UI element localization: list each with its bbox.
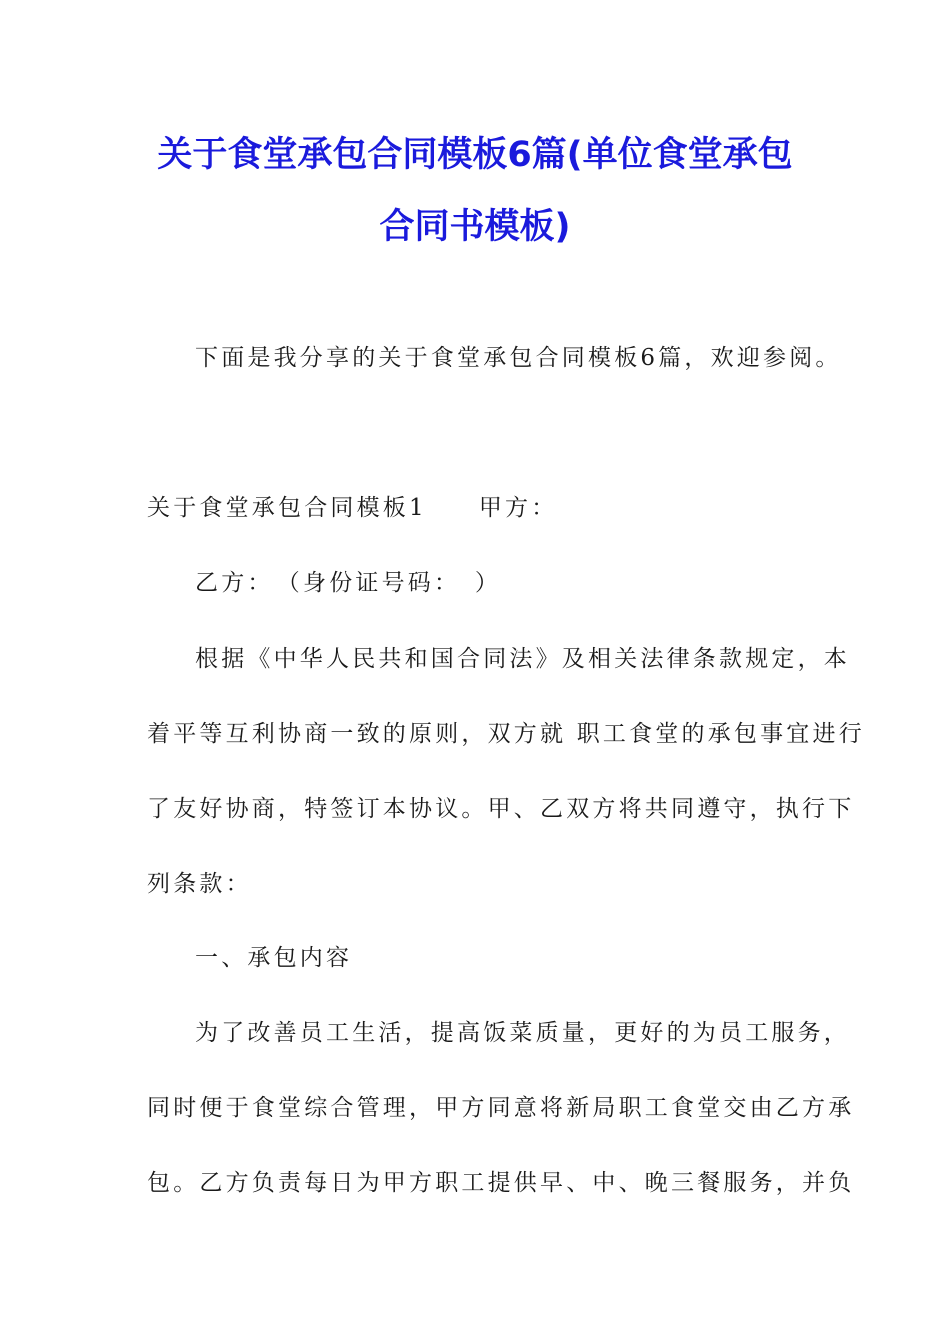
clause-heading: 一、承包内容 — [195, 945, 353, 971]
clause-line-3: 包。乙方负责每日为甲方职工提供早、中、晚三餐服务，并负 — [147, 1170, 855, 1196]
body-line-4: 列条款： — [147, 871, 252, 897]
clause-line-1: 为了改善员工生活，提高饭菜质量，更好的为员工服务， — [195, 1020, 850, 1046]
body-line-2: 着平等互利协商一致的原则，双方就 职工食堂的承包事宜进行 — [147, 721, 865, 747]
section-heading: 关于食堂承包合同模板1 — [147, 495, 427, 521]
party-a-label: 甲方： — [478, 495, 558, 521]
document-title-line-1: 关于食堂承包合同模板6篇(单位食堂承包 — [157, 135, 793, 175]
body-line-3: 了友好协商，特签订本协议。甲、乙双方将共同遵守，执行下 — [147, 796, 855, 822]
body-line-1: 根据《中华人民共和国合同法》及相关法律条款规定，本 — [195, 646, 850, 672]
party-b-label: 乙方： （身份证号码： ） — [195, 570, 502, 596]
document-title-line-2: 合同书模板) — [379, 207, 571, 247]
clause-line-2: 同时便于食堂综合管理，甲方同意将新局职工食堂交由乙方承 — [147, 1095, 855, 1121]
section-heading-row — [147, 488, 807, 528]
intro-paragraph: 下面是我分享的关于食堂承包合同模板6篇，欢迎参阅。 — [195, 345, 842, 371]
